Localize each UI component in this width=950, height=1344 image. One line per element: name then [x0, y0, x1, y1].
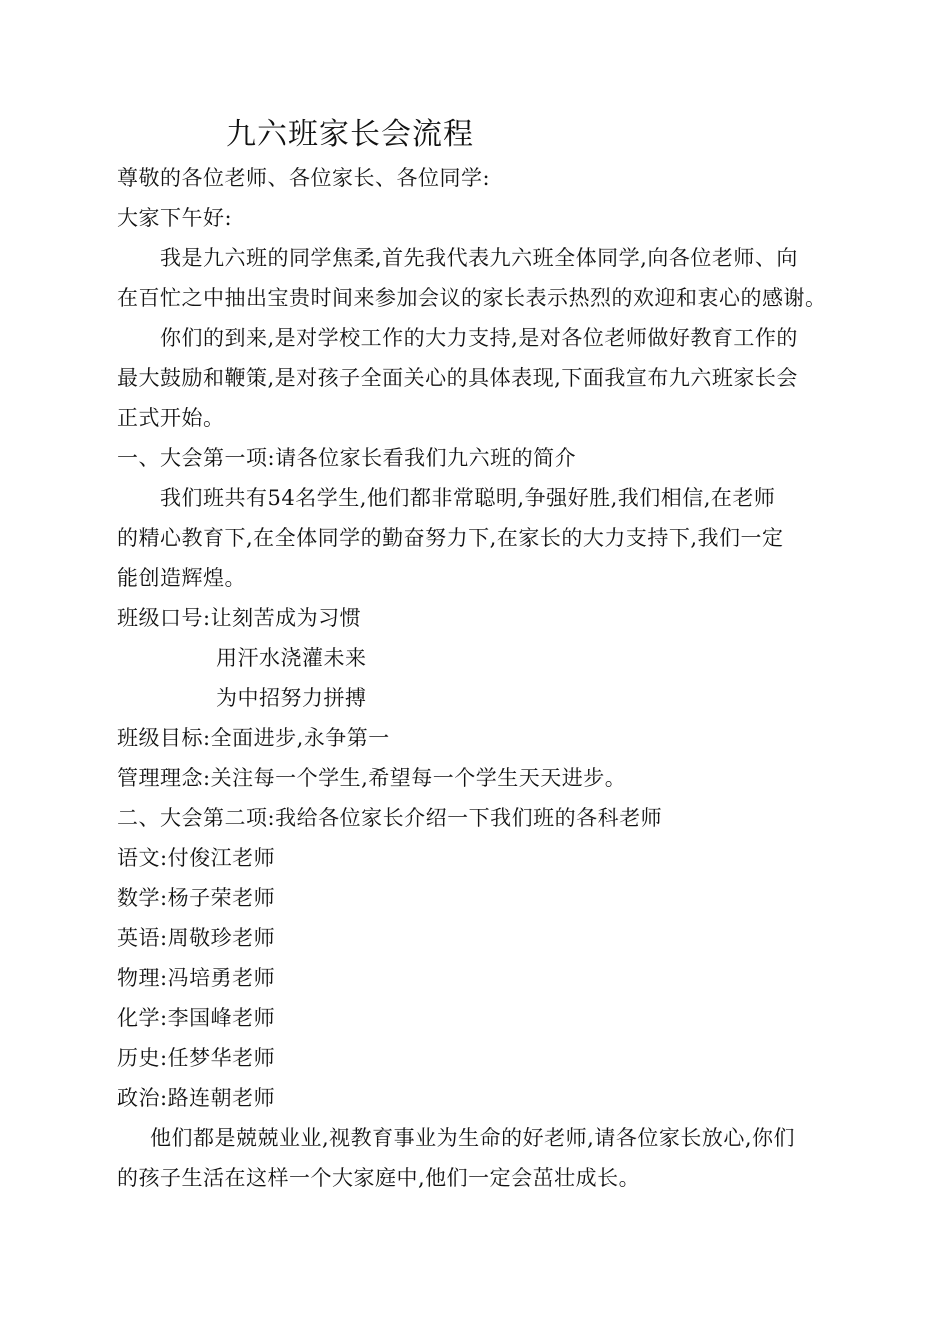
- paragraph-welcome-line-2: 最大鼓励和鞭策,是对孩子全面关心的具体表现,下面我宣布九六班家长会: [117, 366, 798, 390]
- paragraph-welcome-line-1: 你们的到来,是对学校工作的大力支持,是对各位老师做好教育工作的: [160, 326, 798, 350]
- teacher-english: 英语:周敬珍老师: [117, 926, 276, 950]
- paragraph-intro-line-1: 我是九六班的同学焦柔,首先我代表九六班全体同学,向各位老师、向: [160, 246, 798, 270]
- paragraph-teachers-line-2: 的孩子生活在这样一个大家庭中,他们一定会茁壮成长。: [117, 1166, 641, 1190]
- paragraph-class-line-3: 能创造辉煌。: [117, 566, 246, 590]
- class-slogan-line-2: 用汗水浇灌未来: [216, 646, 367, 670]
- teacher-history: 历史:任梦华老师: [117, 1046, 276, 1070]
- class-slogan-line-1: 班级口号:让刻苦成为习惯: [117, 606, 362, 630]
- teacher-chemistry: 化学:李国峰老师: [117, 1006, 276, 1030]
- paragraph-teachers-line-1: 他们都是兢兢业业,视教育事业为生命的好老师,请各位家长放心,你们: [150, 1126, 796, 1150]
- paragraph-class-line-2: 的精心教育下,在全体同学的勤奋努力下,在家长的大力支持下,我们一定: [117, 526, 784, 550]
- paragraph-class-line-1: 我们班共有54名学生,他们都非常聪明,争强好胜,我们相信,在老师: [160, 486, 776, 510]
- class-goal: 班级目标:全面进步,永争第一: [117, 726, 390, 750]
- greeting: 大家下午好:: [117, 206, 233, 230]
- paragraph-intro-line-2: 在百忙之中抽出宝贵时间来参加会议的家长表示热烈的欢迎和衷心的感谢。: [117, 286, 827, 310]
- teacher-chinese: 语文:付俊江老师: [117, 846, 276, 870]
- class-slogan-line-3: 为中招努力拼搏: [216, 686, 367, 710]
- teacher-politics: 政治:路连朝老师: [117, 1086, 276, 1110]
- salutation: 尊敬的各位老师、各位家长、各位同学:: [117, 166, 491, 190]
- document-title: 九六班家长会流程: [226, 117, 474, 152]
- agenda-item-2-heading: 二、大会第二项:我给各位家长介绍一下我们班的各科老师: [117, 806, 663, 830]
- paragraph-welcome-line-3: 正式开始。: [117, 406, 225, 430]
- teacher-math: 数学:杨子荣老师: [117, 886, 276, 910]
- teacher-physics: 物理:冯培勇老师: [117, 966, 276, 990]
- management-philosophy: 管理理念:关注每一个学生,希望每一个学生天天进步。: [117, 766, 627, 790]
- agenda-item-1-heading: 一、大会第一项:请各位家长看我们九六班的简介: [117, 446, 577, 470]
